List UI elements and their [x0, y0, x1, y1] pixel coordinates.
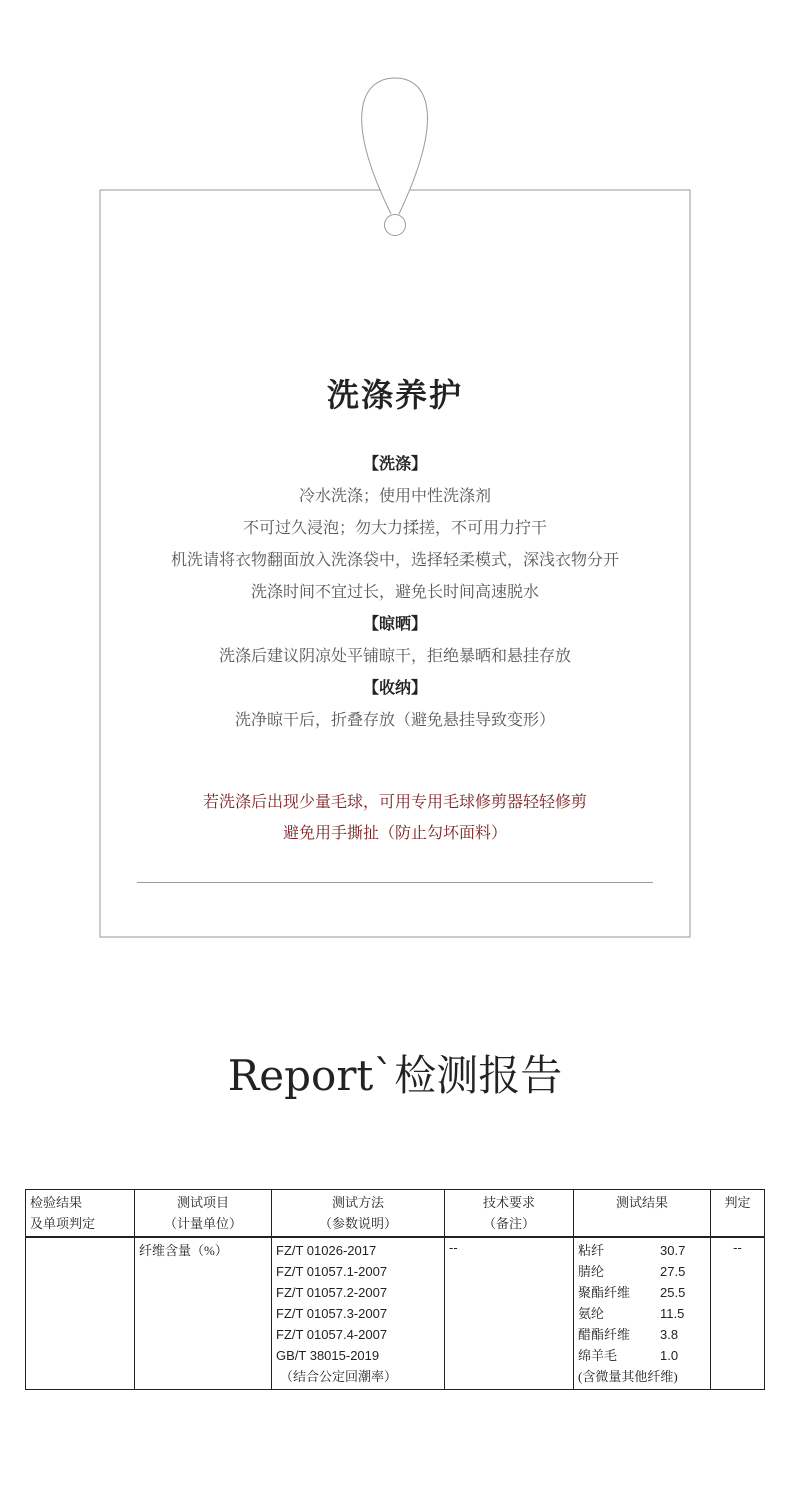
- fiber-percentage: 1.0: [660, 1348, 679, 1363]
- test-method-line: FZ/T 01057.1-2007: [276, 1264, 388, 1279]
- report-header-text: 检验结果: [30, 1195, 83, 1210]
- report-header-cell: [135, 1190, 272, 1238]
- results-cell: [574, 1237, 711, 1390]
- fiber-result-row: [578, 1282, 706, 1303]
- divider: [137, 882, 653, 883]
- care-title: 洗涤养护: [326, 376, 463, 414]
- report-header-text: （备注）: [482, 1216, 535, 1231]
- fiber-percentage: 25.5: [660, 1285, 686, 1300]
- report-row: [26, 1237, 765, 1390]
- fiber-result-row: [578, 1261, 706, 1282]
- report-header-row: [26, 1190, 765, 1238]
- requirement-cell: --: [445, 1237, 574, 1390]
- care-instruction-line: 机洗请将衣物翻面放入洗涤袋中，选择轻柔模式，深浅衣物分开: [170, 550, 619, 569]
- report-header-text: 判定: [724, 1195, 751, 1210]
- fiber-name: 绵羊毛: [578, 1348, 618, 1363]
- care-instruction-line: 冷水洗涤；使用中性洗涤剂: [298, 486, 491, 505]
- fiber-name: 醋酯纤维: [578, 1327, 631, 1342]
- tag-hole: [385, 215, 406, 236]
- test-item-cell: 纤维含量（%）: [135, 1237, 272, 1390]
- report-header-cell: [711, 1190, 765, 1238]
- care-instruction-line: 不可过久浸泡；勿大力揉搓，不可用力拧干: [242, 518, 547, 537]
- care-instruction-line: 洗涤时间不宜过长，避免长时间高速脱水: [250, 582, 539, 601]
- pilling-tip: [100, 786, 690, 848]
- fiber-result-row: [578, 1240, 706, 1261]
- report-header-cell: [272, 1190, 445, 1238]
- care-section-heading: 【收纳】: [362, 678, 427, 697]
- fiber-result-row: [578, 1324, 706, 1345]
- test-method-line: （结合公定回潮率）: [280, 1369, 398, 1384]
- fiber-percentage: 27.5: [660, 1264, 686, 1279]
- report-header-cell: [445, 1190, 574, 1238]
- hanging-loop: [362, 78, 428, 214]
- care-section-heading: 【晾晒】: [362, 614, 427, 633]
- test-methods-cell: [272, 1237, 445, 1390]
- report-header-text: 测试方法: [331, 1195, 384, 1210]
- care-instruction-line: 洗涤后建议阴凉处平铺晾干，拒绝暴晒和悬挂存放: [218, 646, 571, 665]
- verdict-cell: --: [711, 1237, 765, 1390]
- report-header-text: 测试结果: [615, 1195, 668, 1210]
- fiber-result-row: [578, 1345, 706, 1366]
- fiber-percentage: 30.7: [660, 1243, 686, 1258]
- test-method-line: FZ/T 01057.4-2007: [276, 1327, 388, 1342]
- report-header-text: （参数说明）: [318, 1216, 397, 1231]
- report-table: [25, 1189, 765, 1390]
- test-method-line: FZ/T 01057.2-2007: [276, 1285, 388, 1300]
- test-method-line: FZ/T 01057.3-2007: [276, 1306, 388, 1321]
- results-note: (含微量其他纤维): [578, 1369, 678, 1384]
- test-method-line: FZ/T 01026-2017: [276, 1243, 377, 1258]
- fiber-name: 粘纤: [578, 1243, 605, 1258]
- report-title: Report`检测报告: [227, 1051, 563, 1100]
- fiber-percentage: 3.8: [660, 1327, 679, 1342]
- fiber-name: 氨纶: [578, 1306, 605, 1321]
- report-header-cell: [26, 1190, 135, 1238]
- test-method-line: GB/T 38015-2019: [276, 1348, 380, 1363]
- fiber-name: 聚酯纤维: [578, 1285, 631, 1300]
- fiber-percentage: 11.5: [660, 1306, 685, 1321]
- report-header-text: 测试项目: [176, 1195, 229, 1210]
- care-instruction-line: 洗净晾干后，折叠存放（避免悬挂导致变形）: [234, 710, 555, 729]
- report-header-text: （计量单位）: [163, 1216, 242, 1231]
- fiber-name: 腈纶: [578, 1264, 605, 1279]
- report-header-cell: [574, 1190, 711, 1238]
- pilling-tip-line: 若洗涤后出现少量毛球，可用专用毛球修剪器轻轻修剪: [202, 792, 587, 811]
- care-section-heading: 【洗涤】: [362, 454, 427, 473]
- verdict-label-cell: [26, 1237, 135, 1390]
- fiber-result-row: [578, 1303, 706, 1324]
- care-instructions: [100, 448, 690, 736]
- pilling-tip-line: 避免用手撕扯（防止勾坏面料）: [282, 823, 507, 842]
- report-header-text: 技术要求: [482, 1195, 535, 1210]
- report-header-text: 及单项判定: [30, 1216, 96, 1231]
